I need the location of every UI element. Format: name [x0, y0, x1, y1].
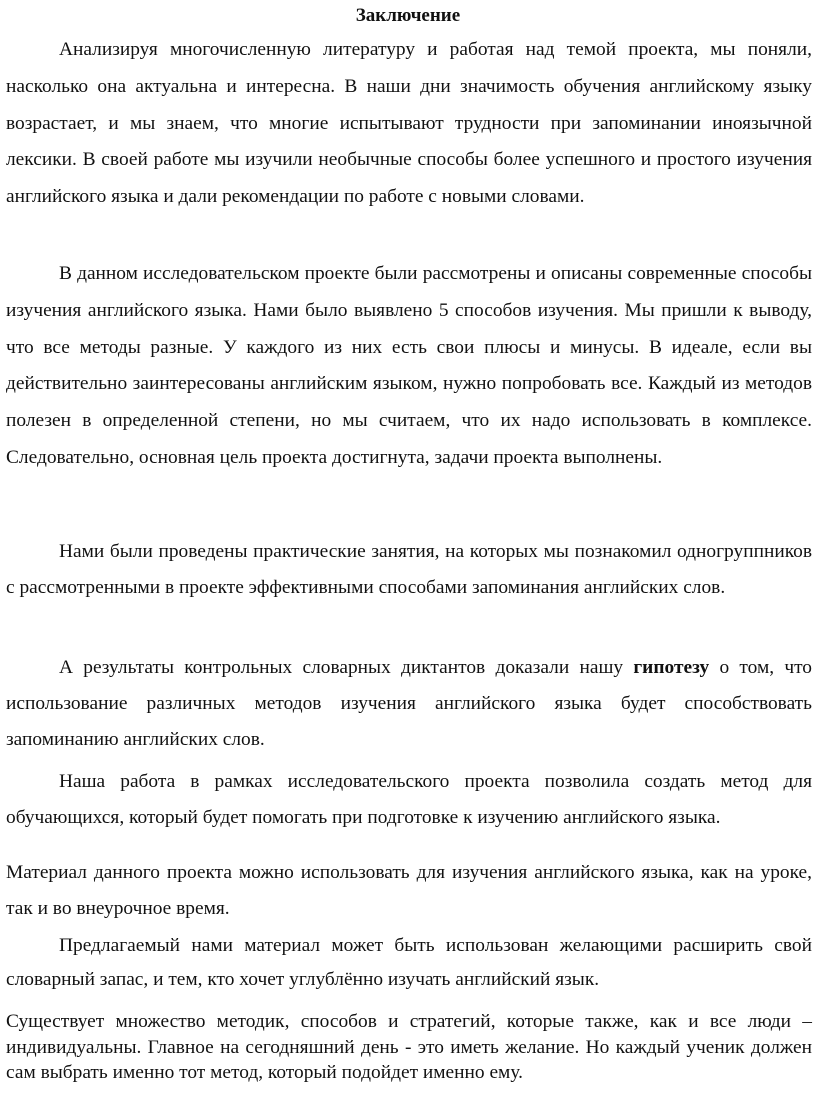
- paragraph-methods: В данном исследовательском проекте были рассмотрены и описаны современные способы изучения английского языка. Нами было выявлено 5 способов изучения. Мы пришли к выводу, что все методы разные. У каждого из них есть свои плюсы и минусы. В идеале, если вы действительно заинтересованы английским языком, нужно попробовать все. Каждый из методов полезен в определенной степени, но мы считаем, что их надо использовать в комплексе. Следовательно, основная цель проекта достигнута, задачи проекта выполнены.: [6, 263, 812, 468]
- page-title: Заключение: [355, 5, 461, 26]
- paragraph-material: Предлагаемый нами материал может быть использован желающими расширить свой словарный запас, и тем, кто хочет углублённо изучать английский язык.: [6, 935, 812, 990]
- paragraph-result: Наша работа в рамках исследовательского проекта позволила создать метод для обучающихся, который будет помогать при подготовке к изучению английского языка.: [6, 771, 812, 828]
- paragraph-practice: Нами были проведены практические занятия, на которых мы познакомил одногруппников с рассмотренными в проекте эффективными способами запоминания английских слов.: [6, 541, 812, 598]
- paragraph-conclusion: Существует множество методик, способов и стратегий, которые также, как и все люди – индивидуальны. Главное на сегодняшний день - это иметь желание. Но каждый ученик должен сам выбрать именно тот метод, который подойдет именно ему.: [6, 1011, 812, 1083]
- hypothesis-text-after: о том, что использование различных методов изучения английского языка будет способствовать запоминанию английских слов.: [6, 657, 812, 750]
- hypothesis-text-before: А результаты контрольных словарных диктантов доказали нашу: [59, 657, 634, 678]
- paragraph-hypothesis: [6, 650, 812, 758]
- hypothesis-keyword: гипотезу: [633, 657, 710, 678]
- paragraph-intro: Анализируя многочисленную литературу и работая над темой проекта, мы поняли, насколько она актуальна и интересна. В наши дни значимость обучения английскому языку возрастает, и мы знаем, что многие испытывают трудности при запоминании иноязычной лексики. В своей работе мы изучили необычные способы более успешного и простого изучения английского языка и дали рекомендации по работе с новыми словами.: [6, 39, 812, 208]
- paragraph-usage: Материал данного проекта можно использовать для изучения английского языка, как на уроке, так и во внеурочное время.: [6, 862, 812, 919]
